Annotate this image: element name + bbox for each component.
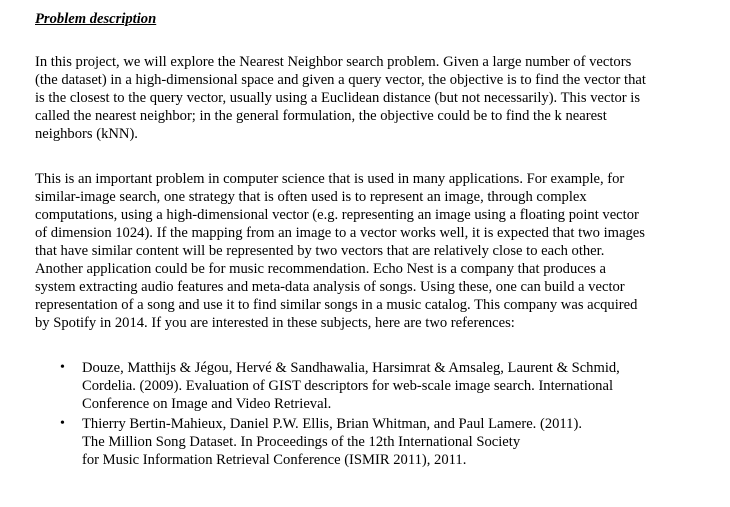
bullet-icon: • <box>60 360 65 375</box>
reference-item-million-song <box>0 415 730 469</box>
paragraph-line: similar-image search, one strategy that is often used is to represent an image, through complex <box>35 189 587 205</box>
section-heading: Problem description <box>35 11 157 27</box>
bullet-icon: • <box>60 416 65 431</box>
reference-line: Douze, Matthijs & Jégou, Hervé & Sandhawalia, Harsimrat & Amsaleg, Laurent & Schmid, <box>82 360 620 376</box>
paragraph-line: Another application could be for music recommendation. Echo Nest is a company that produces a <box>35 261 607 277</box>
reference-list <box>0 359 730 471</box>
paragraph-line: system extracting audio features and meta-data analysis of songs. Using these, one can build a vector <box>35 279 625 295</box>
applications-paragraph <box>35 170 705 332</box>
reference-line: Thierry Bertin-Mahieux, Daniel P.W. Ellis, Brian Whitman, and Paul Lamere. (2011). <box>82 416 582 432</box>
paragraph-line: computations, using a high-dimensional vector (e.g. representing an image using a floating point vector <box>35 207 639 223</box>
paragraph-line: by Spotify in 2014. If you are interested in these subjects, here are two references: <box>35 315 515 331</box>
reference-line: Cordelia. (2009). Evaluation of GIST descriptors for web-scale image search. International <box>82 378 614 394</box>
paragraph-line: (the dataset) in a high-dimensional space and given a query vector, the objective is to find the vector that <box>35 72 646 88</box>
reference-line: Conference on Image and Video Retrieval. <box>82 396 332 412</box>
paragraph-line: In this project, we will explore the Nearest Neighbor search problem. Given a large number of vectors <box>35 54 632 70</box>
reference-line: The Million Song Dataset. In Proceedings of the 12th International Society <box>82 434 521 450</box>
paragraph-line: This is an important problem in computer science that is used in many applications. For example, for <box>35 171 625 187</box>
intro-paragraph <box>35 53 705 143</box>
paragraph-line: neighbors (kNN). <box>35 126 138 142</box>
reference-item-gist <box>0 359 730 413</box>
reference-line: for Music Information Retrieval Conference (ISMIR 2011), 2011. <box>82 452 467 468</box>
paragraph-line: is the closest to the query vector, usually using a Euclidean distance (but not necessarily). This vector is <box>35 90 641 106</box>
paragraph-line: called the nearest neighbor; in the general formulation, the objective could be to find the k nearest <box>35 108 607 124</box>
paragraph-line: that have similar content will be represented by two vectors that are relatively close to each other. <box>35 243 605 259</box>
paragraph-line: of dimension 1024). If the mapping from an image to a vector works well, it is expected that two images <box>35 225 645 241</box>
paragraph-line: representation of a song and use it to find similar songs in a music catalog. This company was acquired <box>35 297 638 313</box>
